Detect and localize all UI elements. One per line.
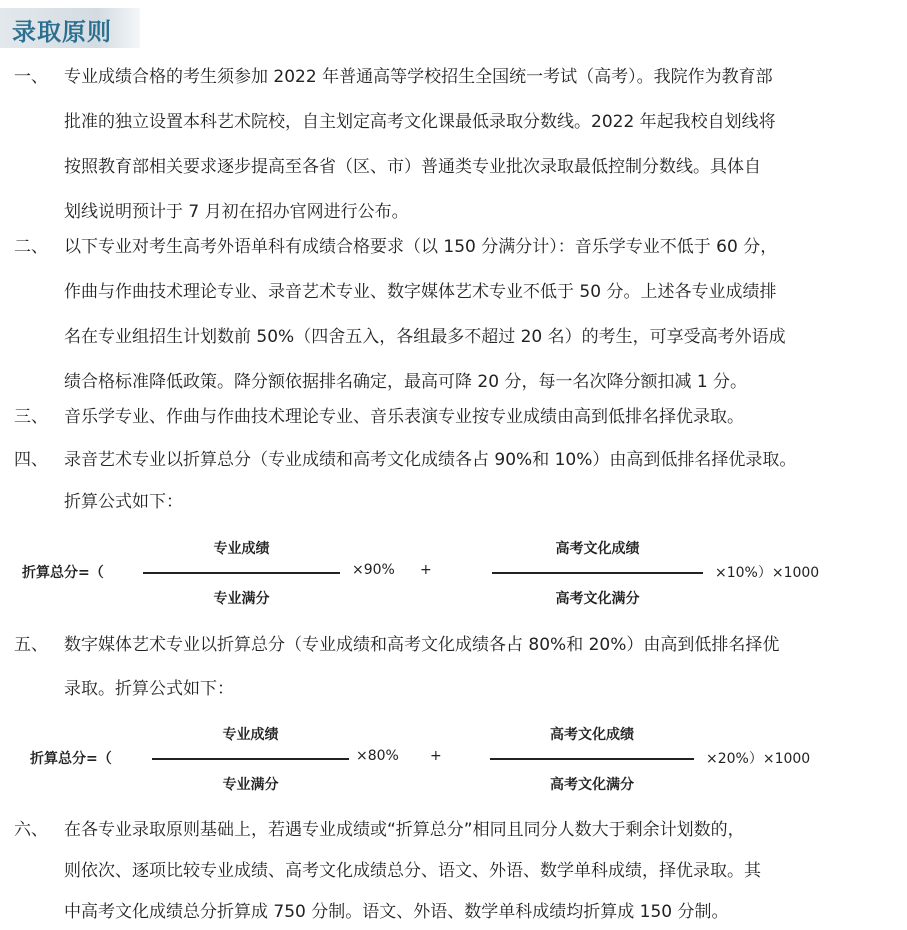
rule-line: 中高考文化成绩总分折算成 750 分制。语文、外语、数学单科成绩均折算成 150 分制。 <box>64 902 729 922</box>
rule-number: 四、 <box>14 450 48 470</box>
rule-number: 一、 <box>14 67 48 87</box>
rule-line: 按照教育部相关要求逐步提高至各省（区、市）普通类专业批次录取最低控制分数线。具体自 <box>64 157 761 177</box>
rule-text <box>64 445 895 517</box>
rule-line: 作曲与作曲技术理论专业、录音艺术专业、数字媒体艺术专业不低于 50 分。上述各专业成绩排 <box>64 282 777 302</box>
formula-digital-media <box>0 720 907 796</box>
fraction-bar <box>490 758 694 760</box>
rule-text <box>64 402 895 432</box>
fraction-denominator: 专业满分 <box>213 591 270 607</box>
rule-line: 专业成绩合格的考生须参加 2022 年普通高等学校招生全国统一考试（高考）。我院作为教育部 <box>64 67 773 87</box>
fraction-bar <box>143 572 340 574</box>
rule-line: 绩合格标准降低政策。降分额依据排名确定，最高可降 20 分，每一名次降分额扣减 1 分。 <box>64 372 748 392</box>
fraction-numerator: 专业成绩 <box>213 541 270 557</box>
rule-number: 六、 <box>14 820 48 840</box>
rule-number: 五、 <box>14 635 48 655</box>
rule-line: 批准的独立设置本科艺术院校，自主划定高考文化课最低录取分数线。2022 年起我校自划线将 <box>64 112 776 132</box>
rule-number: 三、 <box>14 407 48 427</box>
rule-text <box>64 232 895 397</box>
weight-multiplier: ×20%）×1000 <box>706 751 811 767</box>
formula-label: 折算总分=（ <box>30 751 112 767</box>
weight-multiplier: ×10%）×1000 <box>715 565 820 581</box>
plus-sign: + <box>420 562 432 578</box>
fraction-denominator: 高考文化满分 <box>550 777 634 793</box>
rule-text <box>64 630 895 704</box>
rule-line: 录取。折算公式如下： <box>64 679 234 699</box>
rule-line: 录音艺术专业以折算总分（专业成绩和高考文化成绩各占 90%和 10%）由高到低排名择优录取。 <box>64 450 797 470</box>
formula-label: 折算总分=（ <box>22 565 104 581</box>
section-heading <box>0 8 140 48</box>
rule-line: 数字媒体艺术专业以折算总分（专业成绩和高考文化成绩各占 80%和 20%）由高到低排名择优 <box>64 635 780 655</box>
weight-multiplier: ×80% <box>356 748 399 764</box>
rule-line: 划线说明预计于 7 月初在招办官网进行公布。 <box>64 202 409 222</box>
rule-text <box>64 62 895 227</box>
fraction-denominator: 高考文化满分 <box>555 591 640 607</box>
fraction-numerator: 高考文化成绩 <box>550 727 634 743</box>
rule-text <box>64 815 895 927</box>
rule-line: 以下专业对考生高考外语单科有成绩合格要求（以 150 分满分计）：音乐学专业不低于 60 分， <box>64 237 778 257</box>
rule-line: 音乐学专业、作曲与作曲技术理论专业、音乐表演专业按专业成绩由高到低排名择优录取。 <box>64 407 744 427</box>
section-heading-text: 录取原则 <box>12 18 112 46</box>
fraction-numerator: 高考文化成绩 <box>555 541 640 557</box>
fraction-bar <box>492 572 703 574</box>
rule-line: 则依次、逐项比较专业成绩、高考文化成绩总分、语文、外语、数学单科成绩，择优录取。其 <box>64 861 761 881</box>
rule-line: 折算公式如下： <box>64 492 183 512</box>
plus-sign: + <box>430 748 442 764</box>
weight-multiplier: ×90% <box>352 562 395 578</box>
rule-line: 在各专业录取原则基础上，若遇专业成绩或“折算总分”相同且同分人数大于剩余计划数的， <box>64 820 745 840</box>
fraction-bar <box>152 758 349 760</box>
rule-number: 二、 <box>14 237 48 257</box>
fraction-denominator: 专业满分 <box>222 777 279 793</box>
rule-line: 名在专业组招生计划数前 50%（四舍五入，各组最多不超过 20 名）的考生，可享受高考外语成 <box>64 327 786 347</box>
formula-recording-arts <box>0 534 907 610</box>
fraction-numerator: 专业成绩 <box>222 727 279 743</box>
